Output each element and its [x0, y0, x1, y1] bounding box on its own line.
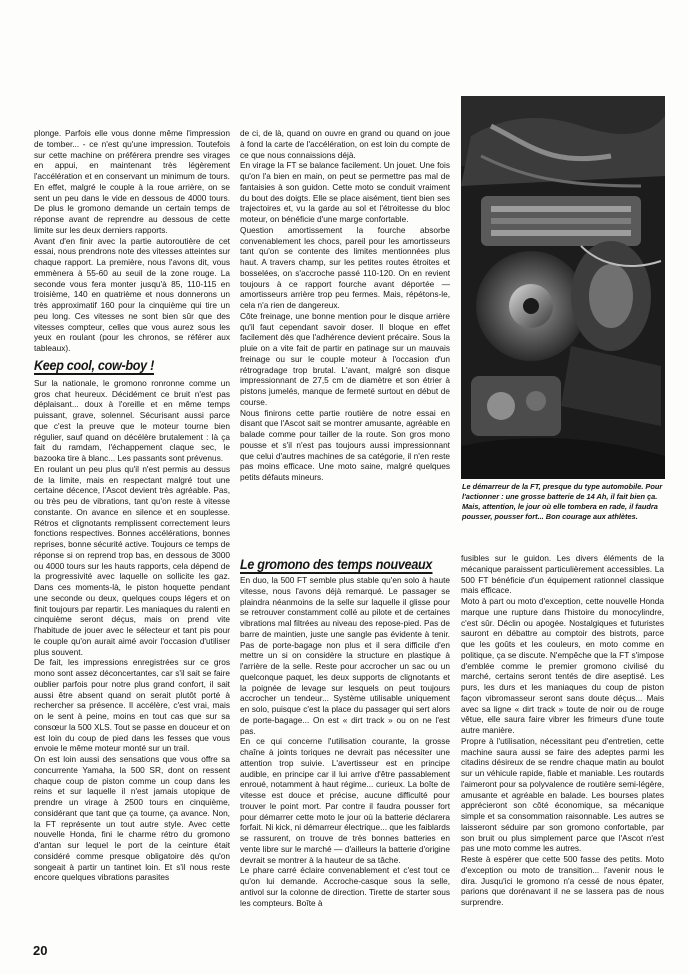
section-heading-keep-cool	[34, 358, 216, 374]
heading-text: Le gromono des temps nouveaux	[240, 557, 433, 572]
paragraph: fusibles sur le guidon. Les divers éléments de la mécanique paraissent particulièrement accessibles. La 500 FT bénéficie d'un équipement rationnel classique mais efficace.	[461, 553, 664, 596]
page-number: 20	[33, 943, 48, 958]
paragraph: de ci, de là, quand on ouvre en grand ou quand on joue à fond la carte de l'accélération, on est loin du compte de ce que nous connaissions déjà.	[240, 128, 450, 160]
paragraph: Question amortissement la fourche absorbe convenablement les chocs, pareil pour les amortisseurs tant qu'on se contente des limites mentionnées plus haut. A travers champ, sur les petites routes étroites et bosselées, on s'accroche passé 110-120. On en revient toujours à ce rapport fourche avant déportée — amortisseurs arrière trop peu fermes. Mais, répétons-le, cela n'a rien de dangereux.	[240, 224, 450, 310]
paragraph: Avant d'en finir avec la partie autoroutière de cet essai, nous prendrons note des vitesses atteintes sur chaque rapport. La première, nous l'avons dit, vous emmènera à 55-60 au seuil de la zone rouge. La seconde vous fera monter jusqu'à 85, 110-115 en troisième, 140 en quatrième et nous donnerons un très approximatif 160 pour la cinquième qui tire un peu long. Ces vitesses ne sont bien sûr que des vitesses compteur, celles que vous aurez sous les yeux en roulant (pour les chronos, se référer aux tableaux).	[34, 235, 230, 353]
text-column-2-body	[240, 575, 450, 908]
paragraph: En roulant un peu plus qu'il n'est permis au dessus de la limite, mais en respectant malgré tout une certaine décence, l'Ascot devient très agréable. Pas, ou très peu de vibrations, tant qu'on reste à vitesse constante. On avance en silence et en souplesse. Rétros et clignotants remplissent correctement leurs fonctions respectives. Bonnes accélérations, bonnes reprises, bonne sécurité active. Toujours ce temps de réponse si on reprend trop bas, en dessous de 3000 ou 4000 tours sur les hauts rapports, cela dépend de la progressivité avec laquelle on sollicite les gaz. Dans ces moments-là, le piston hoquette pendant une seconde ou deux, quelques coups légers et on finit toujours par repartir. Les maniaques du ralenti en cinquième seront déçus, mais on prend vite l'habitude de jouer avec le sélecteur et tant pis pour le couple qu'on aurait aimé avoir l'occasion d'utiliser plus souvent.	[34, 463, 231, 657]
text-column-1	[34, 128, 230, 883]
heading-text: Keep cool, cow-boy !	[34, 357, 154, 373]
paragraph: Moto à part ou moto d'exception, cette nouvelle Honda marque une rupture dans l'histoire du monocylindre, c'est sûr. Déclin ou apogée. Nostalgiques et futuristes sauront en débattre au comptoir des bistrots, parce que les goûts et les couleurs, en moto comme en politique, ça se discute. N'empêche que la FT s'impose d'emblée comme le premier gromono civilisé du marché, certains seront tentés de dire aseptisé. Les purs, les durs et les maniaques du coup de piston façon vibromasseur seront sans doute déçus... Mais avec sa ligne « dirt track » toute de noir ou de rouge vêtue, elle saura faire vibrer les frimeurs d'une toute autre manière.	[461, 596, 664, 735]
paragraph: Le phare carré éclaire convenablement et c'est tout ce qu'on lui demande. Accroche-casque sous la selle, antivol sur la colonne de direction. Tirette de starter sous les compteurs. Boîte à	[240, 865, 450, 908]
paragraph: Reste à espérer que cette 500 fasse des petits. Moto d'exception ou moto de transition... l'avenir nous le dira. Jusqu'ici le gromono n'a cessé de nous épater, parions que dorénavant il ne se lassera pas de nous surprendre.	[461, 854, 664, 907]
paragraph: En ce qui concerne l'utilisation courante, la grosse chaîne à joints toriques ne devrait pas nécessiter une attention trop suivie. L'avertisseur est en principe audible, en principe car il lui arrive d'être passablement enroué, notamment à haut régime... curieux. La boîte de vitesse est douce et précise, aucune difficulté pour trouver le point mort. Par contre il faudra pousser fort pour démarrer cette moto le jour où la batterie déclarera forfait. Ni kick, ni démarreur électrique... que les faiblards se rassurent, on trouve de très bonnes batteries en vente libre sur le marché — d'ailleurs la batterie d'origine devrait se montrer à la hauteur de sa tâche.	[240, 736, 450, 865]
paragraph: Propre à l'utilisation, nécessitant peu d'entretien, cette machine saura aussi se faire des adeptes parmi les citadins désireux de se rendre chaque matin au boulot sur un véhicule rapide, fiable et maniable. Les routards l'aimeront pour sa polyvalence de routière semi-légère, amusante et agréable en balade. Les bourses plates apprécieront son côté économique, sa mécanique simple et sa consommation raisonnable. Les autres se laisseront séduire par son gromono confortable, par son bruit ou plus simplement parce que l'Ascot n'est pas une moto comme les autres.	[461, 735, 664, 854]
text-column-2	[240, 128, 450, 483]
paragraph: Nous finirons cette partie routière de notre essai en disant que l'Ascot sait se montrer amusante, agréable en balade comme pour tailler de la route. Son gros mono pousse et s'il n'est pas toujours aussi impressionnant que celui d'autres machines de sa catégorie, il n'en reste pas moins efficace. Une moto saine, malgré quelques petits défauts mineurs.	[240, 407, 450, 482]
engine-photo-illustration	[461, 96, 665, 479]
paragraph: En duo, la 500 FT semble plus stable qu'en solo à haute vitesse, nous l'avons déjà remarqué. Le passager se plaindra néanmoins de la selle sur laquelle il glisse pour se retrouver constamment collé au pilote et de certaines vibrations mal filtrées au niveau des repose-pied. Pas de barre de maintien, juste une sangle pas évidente à tenir. Pas de porte-bagage non plus et il sera difficile d'en mettre un si on considère la structure en plastique à l'arrière de la selle. Reste pour accrocher un sac ou un quelconque paquet, les deux supports de clignotants et la poignée de levage sur lesquels on peut toujours accrocher un tendeur... Système utilisable uniquement en solo, puisque c'est la place du passager qui sert alors de porte-bagage... On est « dirt track » ou on ne l'est pas.	[240, 575, 450, 736]
paragraph: De fait, les impressions enregistrées sur ce gros mono sont assez déconcertantes, car s'il sait se faire oublier parfois pour notre plus grand confort, il sait aussi être absent quand on serait plutôt porté à rechercher sa présence. Il accélère, c'est vrai, mais on le sent à peine, moins en tout cas que sur sa consœur la 500 XLS. Tout se passe en douceur et on est loin du coup de pied dans les fesses que vous envoie le même moteur monté sur un trail.	[34, 657, 230, 754]
paragraph: plonge. Parfois elle vous donne même l'impression de tomber... - ce n'est qu'une impression. Toutefois sur cette machine on préférera prendre ses virages en appui, en maintenant très légèrement l'accélération et en conservant un minimum de tours. En effet, malgré le couple à la roue arrière, on se sent un peu dans le vide en dessous de 4000 tours. De plus le gromono demande un certain temps de réponse avant de reprendre au dessous de cette limite sur les deux derniers rapports.	[34, 128, 230, 235]
paragraph: Côte freinage, une bonne mention pour le disque arrière qu'il faut cependant savoir doser. Il bloque en effet facilement dès que l'adhérence devient précaire. Sous la pluie on a vite fait de partir en patinage sur un mauvais freinage ou sur le couple moteur à l'occasion d'un rétrogradage trop brutal. L'avant, malgré son disque impressionnant de 27,5 cm de diamètre et son étrier à pistons jumelés, manque de fermeté surtout en début de course.	[240, 310, 450, 407]
paragraph: En virage la FT se balance facilement. Un jouet. Une fois qu'on l'a bien en main, on peut se permettre pas mal de fantaisies à son guidon. Cette moto se conduit vraiment du bout des doigts. Elle se place aisément, tient bien ses trajectoires et, vu la garde au sol et l'étroitesse du bloc moteur, on bénéficie d'une marge confortable.	[240, 160, 450, 224]
text-column-3	[461, 553, 664, 908]
paragraph: On est loin aussi des sensations que vous offre sa concurrente Yamaha, la 500 SR, dont on ressent chaque coup de piston comme un coup dans les reins et sur laquelle il n'est jamais utopique de prendre un virage à 2500 tours en cinquième, considérant que tant que ça tourne, ça avance. Non, la FT représente un tout autre style. Avec cette nouvelle Honda, fini le charme rétro du gromono d'antan sur lequel le port de la ceinture était considéré comme presque obligatoire dès qu'on songeait à partir un tantinet loin. Et s'il nous reste encore quelques vibrations parasites	[34, 754, 230, 883]
photo-caption: Le démarreur de la FT, presque du type automobile. Pour l'actionner : une grosse batterie de 14 Ah, il fait bien ça. Mais, attention, le jour où elle tombera en rade, il faudra pousser, pousser fort... Bon courage aux athlètes.	[462, 482, 663, 521]
engine-photo	[461, 96, 665, 479]
paragraph: Sur la nationale, le gromono ronronne comme un gros chat heureux. Décidément ce bruit n'est pas déplaisant... doux à l'oreille et en même temps puissant, grave, solennel. Sécurisant aussi parce que c'est la preuve que le moteur tourne bien régulier, sauf quand on décélère brutalement : là ça fait du ramdam, l'échappement claque sec, le bazooka tire à blanc... Les passants sont prévenus.	[34, 377, 230, 463]
